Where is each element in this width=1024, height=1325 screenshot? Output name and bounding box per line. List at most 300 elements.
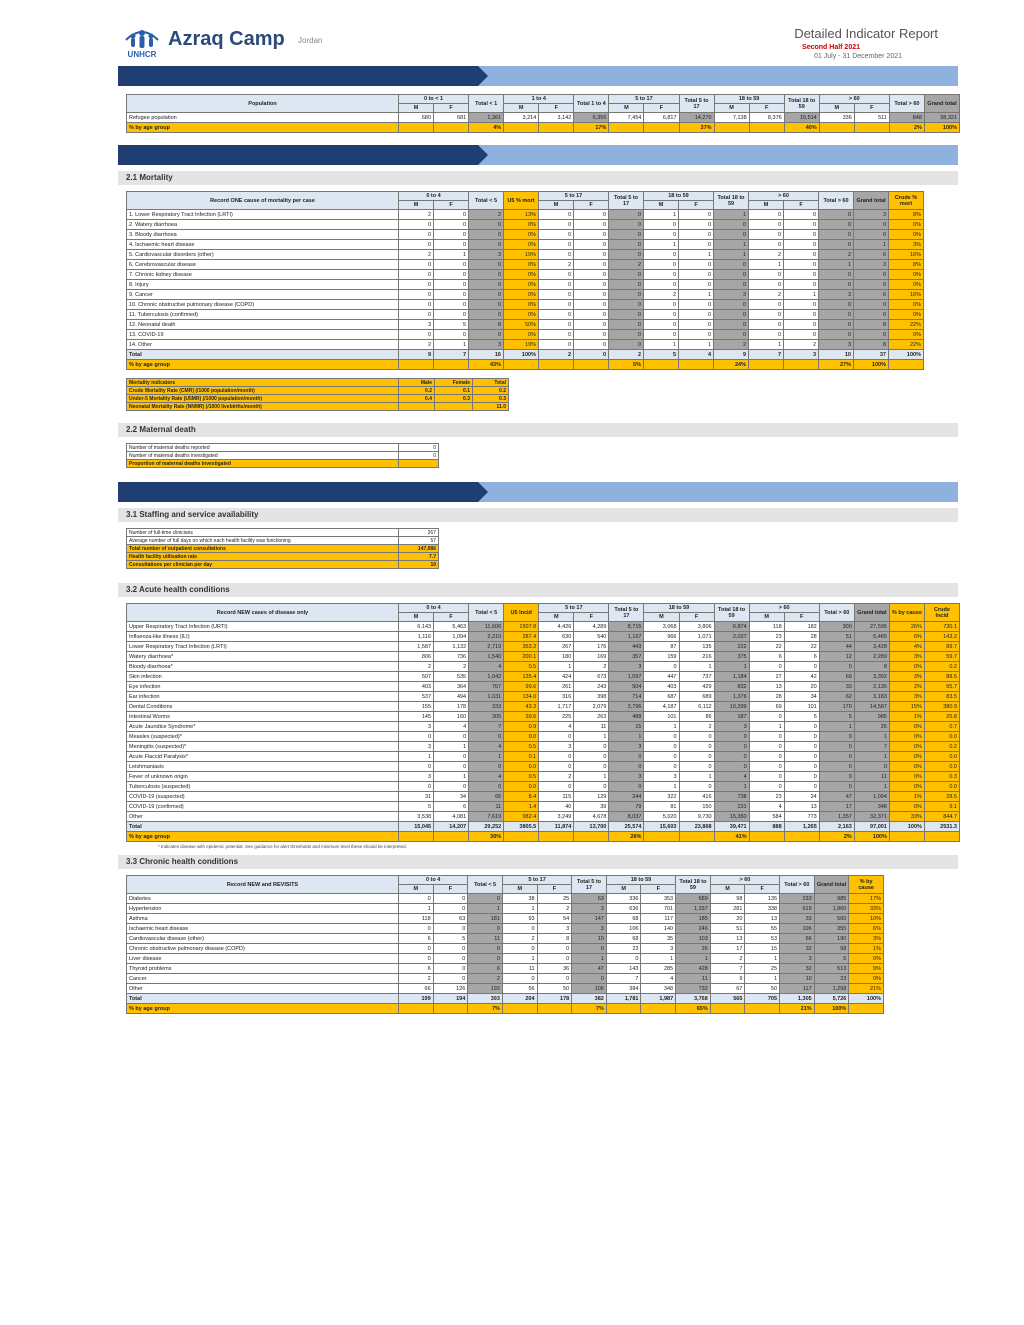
table-cell: 3	[572, 904, 607, 914]
table-cell	[749, 832, 784, 842]
table-cell: 0	[574, 240, 609, 250]
table-cell: 150	[679, 802, 714, 812]
table-cell: 4,426	[539, 622, 574, 632]
table-cell: 0	[434, 230, 469, 240]
table-cell: 0	[679, 742, 714, 752]
table-cell: 619	[780, 904, 815, 914]
table-cell: 0.1	[435, 387, 473, 395]
table-cell: 0	[749, 320, 784, 330]
camp-name: Azraq Camp	[168, 28, 285, 50]
table-cell: 0	[679, 300, 714, 310]
table-cell: 504	[609, 682, 644, 692]
row-label: COVID-19 (suspected)	[127, 792, 399, 802]
table-cell: 0	[749, 662, 784, 672]
table-cell: 118	[749, 622, 784, 632]
section-band-population	[118, 66, 958, 86]
table-cell: 2,210	[469, 632, 504, 642]
column-header-m: M	[502, 885, 537, 894]
table-cell: 0	[469, 310, 504, 320]
table-cell	[679, 360, 714, 370]
table-cell: 17	[819, 802, 854, 812]
table-cell: 0.4	[399, 395, 435, 403]
row-label: Total	[127, 350, 399, 360]
table-cell: 106	[780, 924, 815, 934]
table-cell: 1	[854, 782, 889, 792]
table-cell	[399, 360, 434, 370]
table-cell: 0	[714, 280, 749, 290]
report-page	[118, 22, 958, 1014]
table-cell: 1%	[889, 712, 924, 722]
table-cell: 1,094	[854, 792, 889, 802]
acute-row	[127, 812, 960, 822]
column-header: Total 18 to 59	[784, 95, 819, 113]
chronic-row	[127, 964, 884, 974]
column-header-f: F	[784, 201, 819, 210]
column-header-f: F	[644, 104, 679, 113]
table-cell: 0%	[889, 662, 924, 672]
table-cell	[784, 832, 819, 842]
table-cell: 0	[644, 330, 679, 340]
table-cell: 1,357	[819, 812, 854, 822]
acute-row	[127, 702, 960, 712]
header-row	[127, 192, 924, 201]
table-cell: 806	[399, 652, 434, 662]
table-cell: 0	[854, 230, 889, 240]
table-cell: 0	[679, 782, 714, 792]
table-cell: 200.1	[504, 652, 539, 662]
table-cell: 2%	[819, 832, 854, 842]
table-cell	[399, 460, 439, 468]
table-cell: 0	[433, 964, 468, 974]
table-cell: 1507.8	[504, 622, 539, 632]
table-cell: 4%	[469, 123, 504, 133]
table-cell: 535	[434, 672, 469, 682]
table-row	[127, 452, 439, 460]
table-cell: 1	[679, 340, 714, 350]
table-cell: 5	[784, 712, 819, 722]
table-cell: 0	[399, 732, 434, 742]
table-cell: 0	[749, 220, 784, 230]
table-cell	[399, 123, 434, 133]
row-label: Acute Jaundice Syndrome*	[127, 722, 399, 732]
table-cell: 767	[469, 682, 504, 692]
row-label: Crude Mortality Rate (CMR) (/1000 population/month)	[127, 387, 399, 395]
table-cell: 2	[574, 662, 609, 672]
table-cell: 9	[710, 974, 745, 984]
row-label: Bloody diarrhoea*	[127, 662, 399, 672]
table-cell: 3	[609, 662, 644, 672]
row-label: 6. Cerebrovascular disease	[127, 260, 399, 270]
table-cell: 89.7	[924, 642, 959, 652]
table-cell: 0	[434, 732, 469, 742]
row-label: 14. Other	[127, 340, 399, 350]
table-cell: 348	[854, 802, 889, 812]
table-cell: 537	[399, 692, 434, 702]
table-cell: 0	[819, 762, 854, 772]
table-cell: 103	[676, 934, 711, 944]
population-row	[127, 113, 960, 123]
table-cell: 3	[609, 742, 644, 752]
table-cell: 0	[749, 310, 784, 320]
table-cell: 50	[537, 984, 572, 994]
table-cell: 0.5	[504, 662, 539, 672]
column-header-m: M	[606, 885, 641, 894]
column-header-m: M	[539, 201, 574, 210]
mortality-pct-row	[127, 360, 924, 370]
table-cell: 0	[539, 240, 574, 250]
table-cell: 0	[399, 270, 434, 280]
table-cell: 9	[714, 350, 749, 360]
table-cell: 181	[468, 914, 503, 924]
column-header: > 60	[749, 192, 819, 201]
table-cell: 3%	[889, 672, 924, 682]
table-cell: 0	[679, 240, 714, 250]
table-cell	[849, 1004, 884, 1014]
table-cell: 22	[784, 642, 819, 652]
table-cell: 1,305	[780, 994, 815, 1004]
mortality-row	[127, 320, 924, 330]
table-cell: 1,361	[469, 113, 504, 123]
table-cell: 0	[714, 300, 749, 310]
acute-row	[127, 672, 960, 682]
table-cell: 0	[784, 260, 819, 270]
table-cell: 33%	[889, 812, 924, 822]
table-cell: 0	[537, 944, 572, 954]
table-cell: 2	[609, 260, 644, 270]
table-cell: 1	[434, 742, 469, 752]
table-cell: 511	[854, 113, 889, 123]
table-cell: 204	[502, 994, 537, 1004]
column-header: > 60	[710, 876, 779, 885]
table-cell: 13	[710, 934, 745, 944]
row-label: Number of maternal deaths reported	[127, 444, 399, 452]
table-cell: 0	[574, 250, 609, 260]
table-cell: 263	[574, 712, 609, 722]
column-header-f: F	[641, 885, 676, 894]
table-cell: 0%	[504, 230, 539, 240]
table-cell: 0	[399, 954, 434, 964]
mortality-row	[127, 220, 924, 230]
table-cell: 1	[679, 250, 714, 260]
table-cell: 23	[749, 632, 784, 642]
table-cell: 140	[641, 924, 676, 934]
table-cell: 0	[784, 300, 819, 310]
table-cell	[434, 360, 469, 370]
table-cell: 38	[502, 894, 537, 904]
acute-row	[127, 802, 960, 812]
table-cell: 31	[399, 792, 434, 802]
row-label: Consultations per clinician per day	[127, 561, 399, 569]
column-header-f: F	[574, 201, 609, 210]
table-cell: 1	[574, 732, 609, 742]
column-header: Total 5 to 17	[609, 192, 644, 210]
table-cell: 0	[714, 260, 749, 270]
table-cell: 100%	[889, 350, 924, 360]
table-cell: 714	[609, 692, 644, 702]
table-cell: 5,465	[854, 632, 889, 642]
table-cell: 0	[819, 210, 854, 220]
table-cell: 3	[854, 260, 889, 270]
table-cell: 34	[434, 792, 469, 802]
table-cell: 0	[714, 732, 749, 742]
table-cell: 0	[854, 280, 889, 290]
table-cell: 0	[399, 290, 434, 300]
table-cell: 3	[784, 350, 819, 360]
table-cell: 44	[819, 642, 854, 652]
table-cell: 1	[819, 260, 854, 270]
table-cell: 0%	[889, 310, 924, 320]
report-period: Second Half 2021	[802, 44, 860, 51]
table-cell: 155	[399, 702, 434, 712]
table-cell: 0	[399, 782, 434, 792]
svg-text:UNHCR: UNHCR	[127, 50, 157, 59]
table-cell: 0.0	[924, 782, 959, 792]
table-cell: 0	[609, 290, 644, 300]
table-cell: 0%	[889, 742, 924, 752]
column-header-m: M	[749, 613, 784, 622]
row-label: Asthma	[127, 914, 399, 924]
table-cell	[539, 360, 574, 370]
table-cell: 0	[819, 270, 854, 280]
table-cell	[745, 1004, 780, 1014]
table-cell: 267	[399, 529, 439, 537]
column-header: Total > 60	[819, 192, 854, 210]
column-header: Female	[435, 379, 473, 387]
table-cell: 2	[539, 260, 574, 270]
table-cell: 15,514	[784, 113, 819, 123]
table-cell: 0	[644, 742, 679, 752]
column-header-f: F	[434, 201, 469, 210]
table-cell: 3,796	[609, 702, 644, 712]
table-cell: 1,781	[606, 994, 641, 1004]
column-header: Grand total	[854, 192, 889, 210]
table-cell: 384	[606, 984, 641, 994]
table-cell: 0	[609, 782, 644, 792]
table-cell: 0	[574, 350, 609, 360]
table-cell: 737	[679, 672, 714, 682]
table-cell: 57	[399, 537, 439, 545]
table-cell: 35	[641, 934, 676, 944]
row-label: 12. Neonatal death	[127, 320, 399, 330]
table-cell: 0	[749, 782, 784, 792]
table-cell: 1	[502, 954, 537, 964]
row-label: Diabetes	[127, 894, 399, 904]
table-row	[127, 460, 439, 468]
table-cell: 23,868	[679, 822, 714, 832]
table-cell: 0	[609, 340, 644, 350]
table-cell: 0	[819, 752, 854, 762]
table-cell: 100%	[854, 360, 889, 370]
table-cell: 0	[784, 280, 819, 290]
table-cell: 86	[679, 712, 714, 722]
table-cell: 5,020	[644, 812, 679, 822]
table-cell: 1	[745, 974, 780, 984]
table-cell: 0	[784, 762, 819, 772]
table-cell: 305	[469, 712, 504, 722]
table-cell: 4	[641, 974, 676, 984]
table-cell: 0	[679, 752, 714, 762]
table-cell: 0	[606, 954, 641, 964]
table-cell: 159	[644, 652, 679, 662]
table-cell: 0	[399, 330, 434, 340]
table-cell: 0	[644, 662, 679, 672]
table-cell: 0	[819, 320, 854, 330]
table-cell: 353.2	[504, 642, 539, 652]
table-cell: 23	[749, 792, 784, 802]
table-cell: 5	[814, 954, 849, 964]
table-cell: 143.2	[924, 632, 959, 642]
column-header: Total < 5	[468, 876, 503, 894]
table-cell: 0	[714, 752, 749, 762]
table-cell: 773	[784, 812, 819, 822]
table-cell: 1	[644, 210, 679, 220]
table-cell: 13	[784, 802, 819, 812]
table-cell: 24%	[714, 360, 749, 370]
table-cell: 0	[434, 782, 469, 792]
table-cell: 353	[641, 894, 676, 904]
table-cell: 5,463	[434, 622, 469, 632]
table-cell: 3	[399, 742, 434, 752]
table-cell: 1,184	[714, 672, 749, 682]
table-cell: 2%	[889, 123, 924, 133]
column-header-m: M	[399, 201, 434, 210]
table-cell: 2531.3	[924, 822, 959, 832]
table-cell: 2	[714, 340, 749, 350]
table-cell: 0	[784, 662, 819, 672]
table-cell	[504, 832, 539, 842]
table-cell: 0	[749, 330, 784, 340]
acute-row	[127, 772, 960, 782]
table-cell: 129	[574, 792, 609, 802]
table-cell: 0	[784, 742, 819, 752]
column-header: 0 to 4	[399, 876, 468, 885]
table-cell: 17%	[849, 894, 884, 904]
table-cell: 21%	[849, 984, 884, 994]
section-band-health	[118, 482, 958, 502]
column-header-f: F	[537, 885, 572, 894]
table-cell: 0	[433, 904, 468, 914]
section-band-mortality	[118, 145, 958, 165]
table-cell	[889, 832, 924, 842]
row-label: 7. Chronic kidney disease	[127, 270, 399, 280]
table-cell: 0.2	[473, 387, 509, 395]
column-header: 0 to < 1	[399, 95, 469, 104]
table-cell: 0	[749, 280, 784, 290]
table-cell: 7	[749, 350, 784, 360]
column-header: 1 to 4	[504, 95, 574, 104]
table-cell: 398	[574, 692, 609, 702]
maternal-table	[126, 443, 439, 468]
column-header: 18 to 59	[644, 604, 714, 613]
table-cell: 0	[714, 330, 749, 340]
table-cell: 1,987	[641, 994, 676, 1004]
table-cell: 8.4	[504, 792, 539, 802]
table-cell: 636	[606, 904, 641, 914]
table-cell: 9	[399, 350, 434, 360]
table-cell: 673	[574, 672, 609, 682]
table-cell	[609, 123, 644, 133]
table-cell: 0	[574, 280, 609, 290]
table-cell: 98	[710, 894, 745, 904]
table-cell: 393	[468, 994, 503, 1004]
table-cell: 338	[745, 904, 780, 914]
row-label: 5. Cardiovascular disorders (other)	[127, 250, 399, 260]
table-cell: 24	[784, 792, 819, 802]
table-cell: 32,371	[854, 812, 889, 822]
acute-row	[127, 652, 960, 662]
table-cell: 689	[679, 692, 714, 702]
table-cell: 9%	[849, 964, 884, 974]
table-cell: 447	[644, 672, 679, 682]
table-cell: 6	[434, 802, 469, 812]
table-cell: 0.2	[924, 662, 959, 672]
table-cell: 10	[819, 350, 854, 360]
table-cell: 225	[539, 712, 574, 722]
table-cell: 20	[710, 914, 745, 924]
table-cell: 732	[676, 984, 711, 994]
table-cell: 19%	[504, 250, 539, 260]
table-cell: 40	[539, 802, 574, 812]
table-cell: 0	[574, 220, 609, 230]
table-cell: 4%	[889, 642, 924, 652]
column-header: Male	[399, 379, 435, 387]
table-cell: 1,116	[399, 632, 434, 642]
column-header: % by cause	[849, 876, 884, 894]
table-cell: 0	[539, 270, 574, 280]
table-cell: 0	[749, 270, 784, 280]
table-cell: 3	[399, 320, 434, 330]
table-cell	[504, 360, 539, 370]
table-cell: 33%	[849, 904, 884, 914]
table-cell	[819, 123, 854, 133]
table-cell: 0	[644, 320, 679, 330]
table-cell: 11	[468, 934, 503, 944]
table-cell: 3,183	[854, 692, 889, 702]
table-cell: 0	[784, 782, 819, 792]
table-cell: 701	[641, 904, 676, 914]
table-cell: 1	[714, 662, 749, 672]
table-cell: 4	[714, 772, 749, 782]
table-cell: 5	[399, 802, 434, 812]
table-cell: 985	[854, 712, 889, 722]
table-cell: 0	[539, 310, 574, 320]
acute-row	[127, 722, 960, 732]
table-cell: 0	[399, 894, 434, 904]
table-cell: 5	[434, 320, 469, 330]
table-row	[127, 553, 439, 561]
table-cell: 1	[644, 340, 679, 350]
table-cell: 58	[814, 944, 849, 954]
column-header: > 60	[819, 95, 889, 104]
table-cell: 0	[854, 300, 889, 310]
table-cell: 2	[710, 954, 745, 964]
table-cell: 100%	[849, 994, 884, 1004]
table-cell: 0	[537, 974, 572, 984]
table-cell: 1,376	[714, 692, 749, 702]
row-label: Fever of unknown origin	[127, 772, 399, 782]
column-header: Grand total	[854, 604, 889, 622]
table-cell: 0	[574, 300, 609, 310]
table-cell: 1	[468, 904, 503, 914]
table-cell: 10%	[849, 914, 884, 924]
table-cell: 7	[434, 350, 469, 360]
table-cell: 3	[399, 722, 434, 732]
table-cell: 0	[819, 230, 854, 240]
table-cell: 1	[676, 954, 711, 964]
table-cell: 1,587	[399, 642, 434, 652]
table-cell: 1,031	[469, 692, 504, 702]
table-cell: 428	[676, 964, 711, 974]
